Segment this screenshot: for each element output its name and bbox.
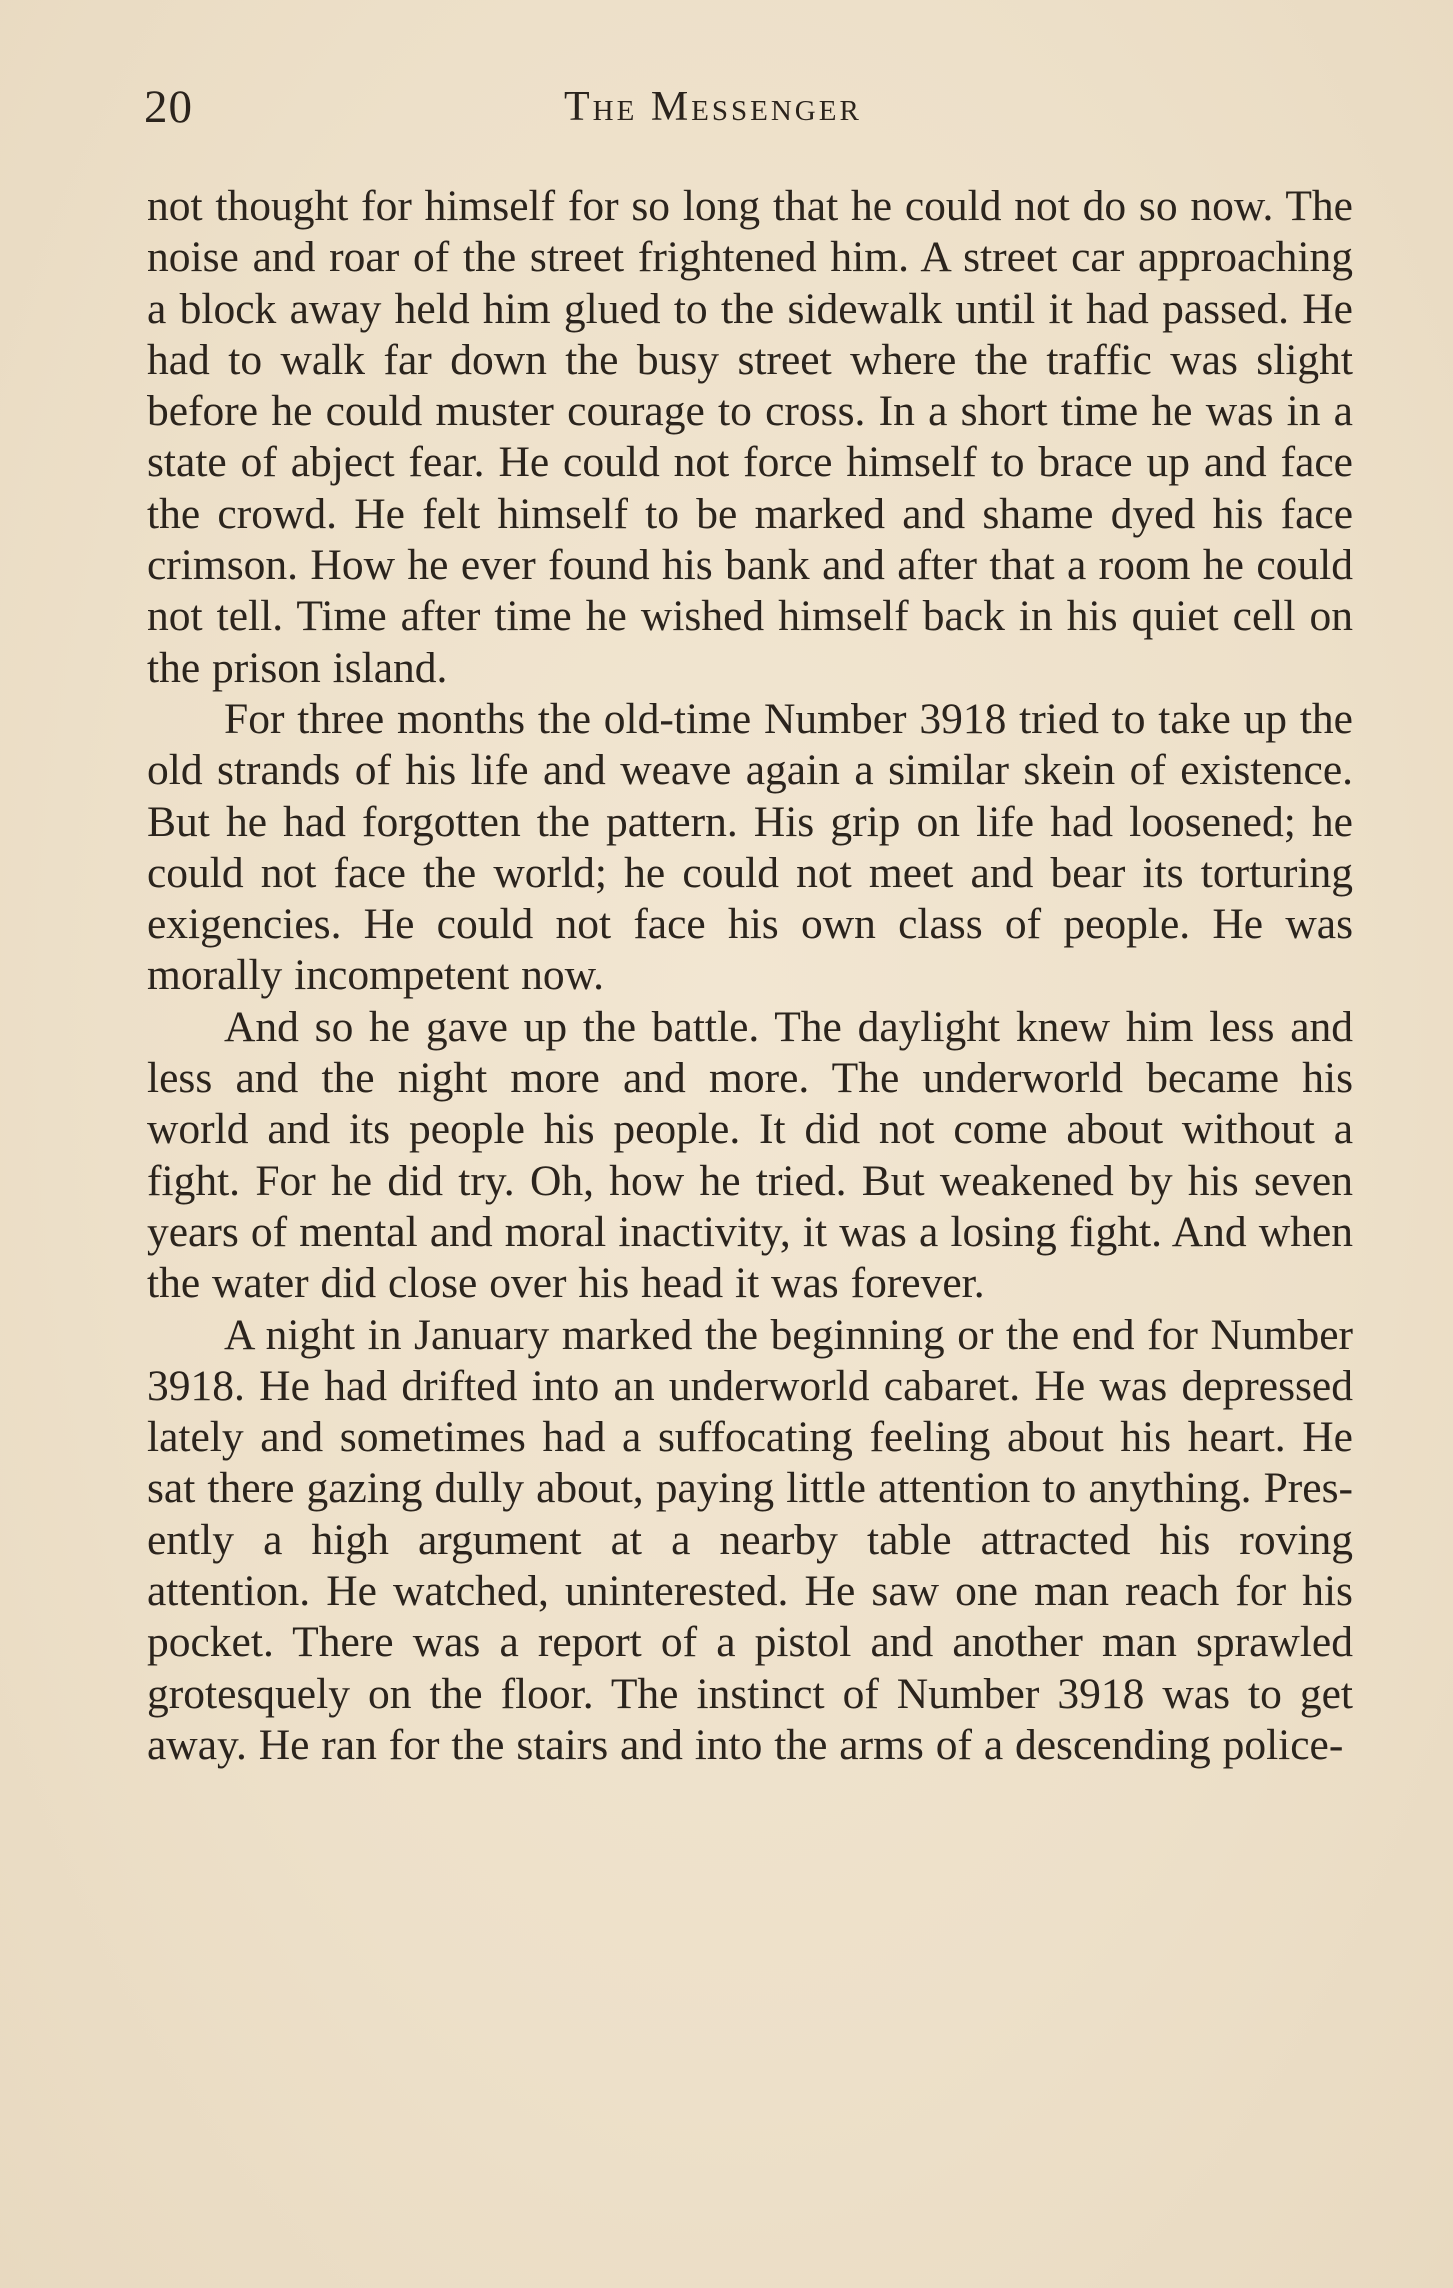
paragraph-continued: not thought for himself for so long that he could not do so now. The noise and roar of the street frightened him. A street car approaching a block away held him glued to the sidewalk until it had passed. He had to walk far down the busy street where the traffic was slight before he could muster courage to cross. In a short time he was in a state of abject fear. He could not force himself to brace up and face the crowd. He felt himself to be marked and shame dyed his face crimson. How he ever found his bank and after that a room he could not tell. Time after time he wished himself back in his quiet cell on the prison island. (147, 182, 1353, 692)
paragraph: And so he gave up the battle. The daylight knew him less and less and the night more and more. The underworld became his world and its people his people. It did not come about without a fight. For he did try. Oh, how he tried. But weakened by his seven years of mental and moral inactivity, it was a losing fight. And when the water did close over his head it was forever. (147, 1002, 1353, 1308)
running-head (144, 72, 1350, 142)
body-text (147, 181, 1353, 1771)
page-number: 20 (144, 81, 193, 133)
paragraph: For three months the old-time Number 3918 tried to take up the old strands of his life and weave again a similar skein of existence. But he had forgotten the pattern. His grip on life had loosened; he could not face the world; he could not meet and bear its torturing exigencies. He could not face his own class of people. He was morally incompetent now. (147, 694, 1353, 1000)
paragraph: A night in January marked the beginning or the end for Number 3918. He had drifted into an underworld cabaret. He was depressed lately and sometimes had a suffocating feeling about his heart. He sat there gazing dully about, paying little attention to anything. Presently a high argument at a nearby table attracted his roving attention. He watched, uninterested. He saw one man reach for his pocket. There was a report of a pistol and another man sprawled grotesquely on the floor. The instinct of Number 3918 was to get away. He ran for the stairs and into the arms of a descending police- (147, 1310, 1353, 1769)
running-title: The Messenger (564, 84, 862, 130)
